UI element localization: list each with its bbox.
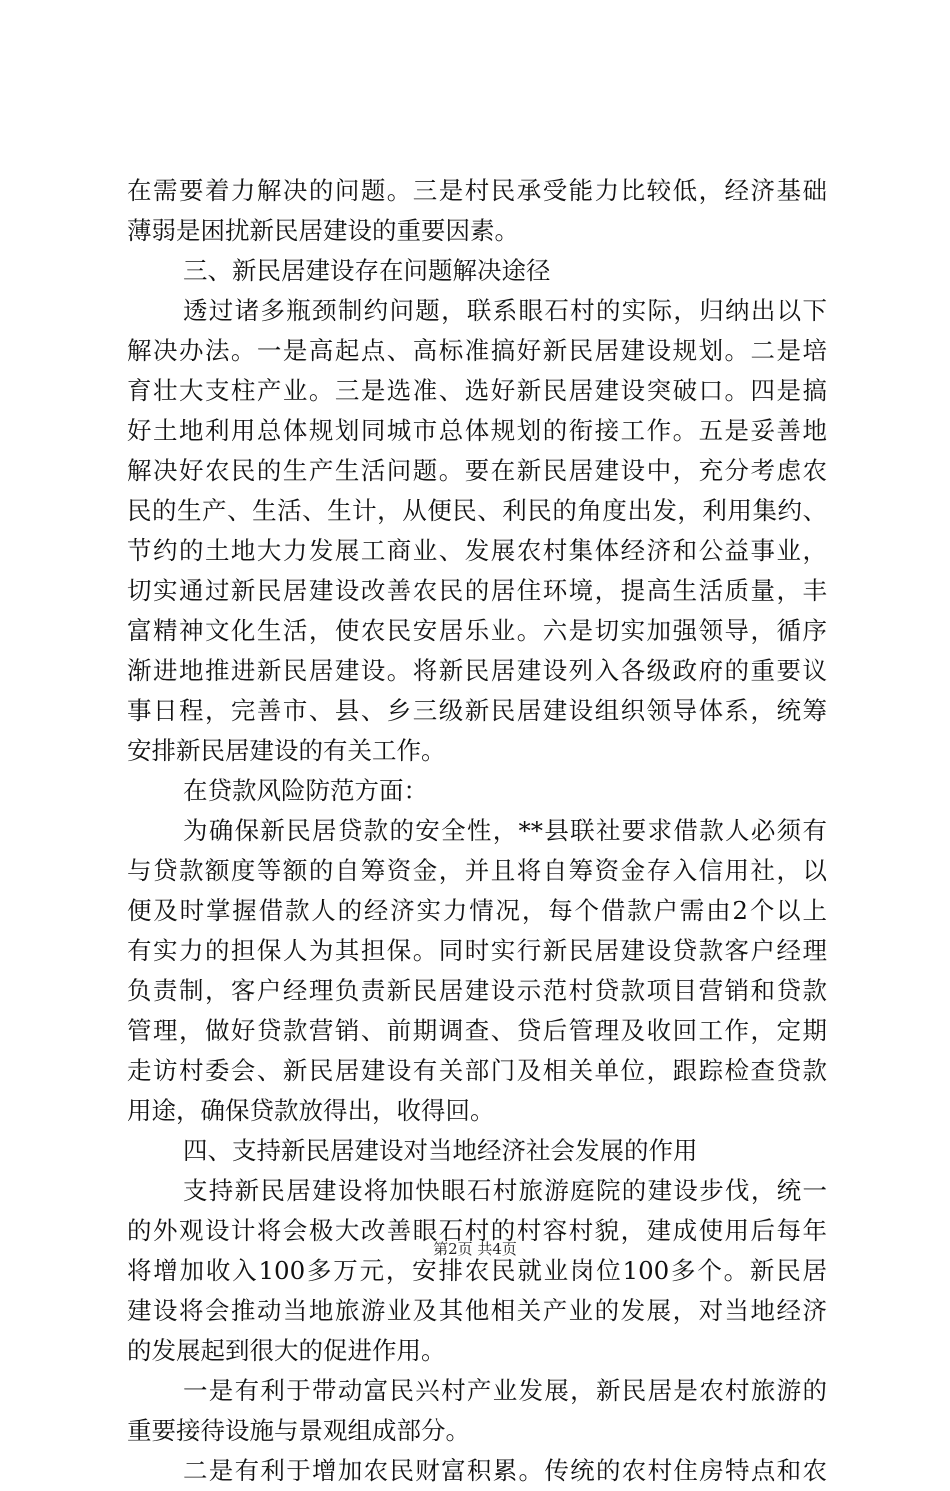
text-line: 好土地利用总体规划同城市总体规划的衔接工作。五是妥善地: [127, 416, 827, 445]
text-line: 为确保新民居贷款的安全性，**县联社要求借款人必须有: [183, 816, 827, 845]
text-line: 切实通过新民居建设改善农民的居住环境，提高生活质量，丰: [127, 576, 827, 605]
text-line: 的外观设计将会极大改善眼石村的村容村貌，建成使用后每年: [127, 1216, 827, 1245]
text-line: 与贷款额度等额的自筹资金，并且将自筹资金存入信用社，以: [127, 856, 827, 885]
text-line: 的发展起到很大的促进作用。: [127, 1336, 446, 1365]
text-line: 解决好农民的生产生活问题。要在新民居建设中，充分考虑农: [127, 456, 827, 485]
text-line: 育壮大支柱产业。三是选准、选好新民居建设突破口。四是搞: [127, 376, 827, 405]
text-line: 三、新民居建设存在问题解决途径: [183, 256, 551, 285]
text-line: 安排新民居建设的有关工作。: [127, 736, 446, 765]
text-line: 民的生产、生活、生计，从便民、利民的角度出发，利用集约、: [127, 496, 827, 525]
text-line: 在需要着力解决的问题。三是村民承受能力比较低，经济基础: [127, 176, 827, 205]
text-line: 负责制，客户经理负责新民居建设示范村贷款项目营销和贷款: [127, 976, 827, 1005]
document-body: [127, 171, 827, 1491]
text-line: 事日程，完善市、县、乡三级新民居建设组织领导体系，统筹: [127, 696, 827, 725]
text-line: 支持新民居建设将加快眼石村旅游庭院的建设步伐，统一: [183, 1176, 827, 1205]
text-line: 透过诸多瓶颈制约问题，联系眼石村的实际，归纳出以下: [183, 296, 827, 325]
text-line: 建设将会推动当地旅游业及其他相关产业的发展，对当地经济: [127, 1296, 827, 1325]
text-line: 四、支持新民居建设对当地经济社会发展的作用: [183, 1136, 698, 1165]
text-line: 解决办法。一是高起点、高标准搞好新民居建设规划。二是培: [127, 336, 827, 365]
text-line: 二是有利于增加农民财富积累。传统的农村住房特点和农: [183, 1456, 827, 1485]
text-line: 将增加收入100多万元，安排农民就业岗位100多个。新民居: [127, 1256, 827, 1285]
text-line: 富精神文化生活，使农民安居乐业。六是切实加强领导，循序: [127, 616, 827, 645]
text-line: 有实力的担保人为其担保。同时实行新民居建设贷款客户经理: [127, 936, 827, 965]
text-line: 用途，确保贷款放得出，收得回。: [127, 1096, 495, 1125]
text-line: 在贷款风险防范方面：: [183, 776, 428, 805]
text-line: 管理，做好贷款营销、前期调查、贷后管理及收回工作，定期: [127, 1016, 827, 1045]
text-line: 重要接待设施与景观组成部分。: [127, 1416, 470, 1445]
text-line: 薄弱是困扰新民居建设的重要因素。: [127, 216, 519, 245]
text-line: 渐进地推进新民居建设。将新民居建设列入各级政府的重要议: [127, 656, 827, 685]
text-line: 便及时掌握借款人的经济实力情况，每个借款户需由2个以上: [127, 896, 827, 925]
page-footer: 第2页 共4页: [433, 1240, 517, 1258]
text-line: 一是有利于带动富民兴村产业发展，新民居是农村旅游的: [183, 1376, 827, 1405]
text-line: 走访村委会、新民居建设有关部门及相关单位，跟踪检查贷款: [127, 1056, 827, 1085]
text-line: 节约的土地大力发展工商业、发展农村集体经济和公益事业，: [127, 536, 827, 565]
